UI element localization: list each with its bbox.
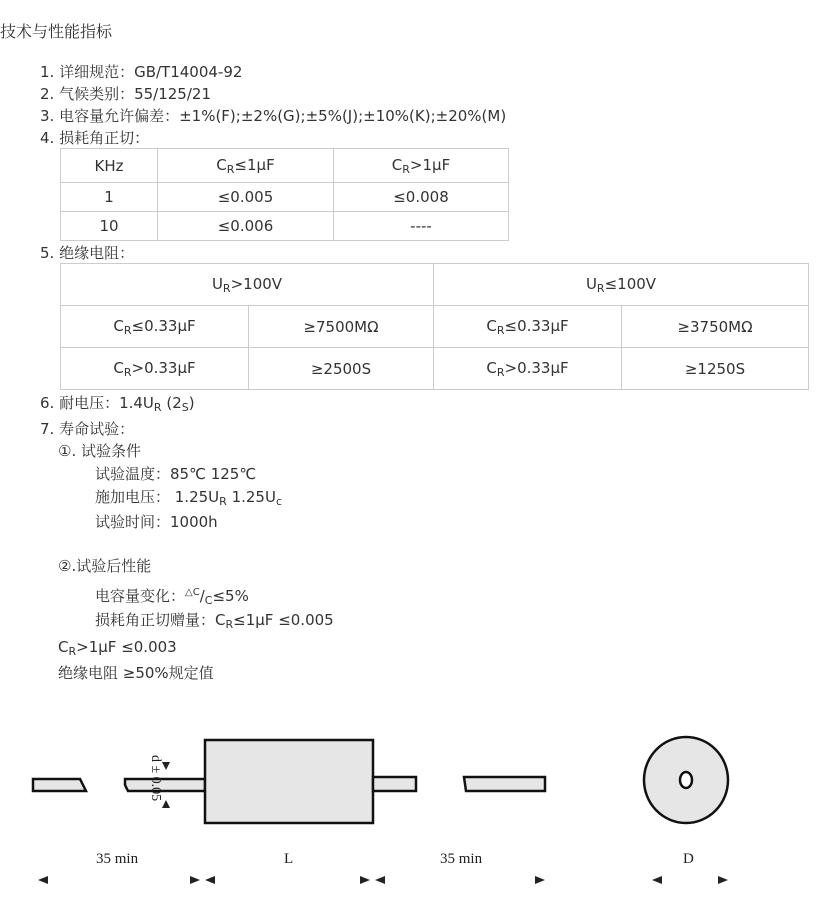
test-time: 试验时间：1000h (95, 513, 218, 531)
lead-right-stub (464, 777, 545, 791)
test-temp: 试验温度：85℃ 125℃ (95, 465, 257, 483)
header-khz: KHz (61, 149, 158, 183)
table-row (61, 212, 509, 241)
header-le1uf: $C_R\le 1\mu F$ (158, 149, 334, 183)
capacitor-body (205, 740, 373, 823)
item-6: 6. 耐电压：$1.4U_R$ $(2_S)$ (40, 394, 195, 414)
header-gt100v: $U_R>100V$ (61, 264, 434, 306)
item-5: 5. 绝缘电阻： (40, 244, 135, 262)
cell: ≥7500MΩ (249, 306, 434, 348)
cell: ≤0.006 (158, 212, 334, 241)
cell: ---- (334, 212, 509, 241)
arrow-icon (162, 800, 170, 808)
table-row (61, 306, 809, 348)
end-view-hole (680, 772, 692, 788)
cell: 10 (61, 212, 158, 241)
lead-length-left: 35 min (96, 851, 139, 867)
item-7: 7. 寿命试验： (40, 420, 135, 438)
lead-right (373, 777, 416, 791)
table-row (61, 183, 509, 212)
insulation-after: 绝缘电阻 ≥50%规定值 (58, 664, 214, 682)
tan-increase: 损耗角正切赠量：$C_R\le 1\mu F \le 0.005$ (95, 611, 334, 631)
item-2: 2. 气候类别：55/125/21 (40, 85, 211, 103)
cell: $C_R>0.33\mu F$ (434, 348, 622, 390)
cell: ≤0.005 (158, 183, 334, 212)
d-label: d ± 0.05 (148, 755, 163, 802)
lead-left (125, 779, 205, 791)
body-length: L (284, 851, 294, 867)
item-1: 1. 详细规范：GB/T14004-92 (40, 63, 243, 81)
dissipation-table (60, 148, 509, 241)
cap-change: 电容量变化：$^{\triangle C}/_C\le 5\%$ (95, 587, 249, 607)
lead-left-stub (33, 779, 86, 791)
cell: $C_R\le 0.33\mu F$ (434, 306, 622, 348)
item-3: 3. 电容量允许偏差：±1%(F);±2%(G);±5%(J);±10%(K);±20%(M) (40, 107, 507, 125)
cell: 1 (61, 183, 158, 212)
lead-length-right: 35 min (440, 851, 483, 867)
tan-gt1uf: $C_R>1\mu F \le 0.003$ (58, 638, 177, 658)
header-le100v: $U_R\le 100V$ (434, 264, 809, 306)
header-gt1uf: $C_R>1\mu F$ (334, 149, 509, 183)
cell: ≥3750MΩ (622, 306, 809, 348)
item-4: 4. 损耗角正切： (40, 129, 150, 147)
dimension-arrows (38, 876, 728, 884)
cell: $C_R>0.33\mu F$ (61, 348, 249, 390)
cell: $C_R\le 0.33\mu F$ (61, 306, 249, 348)
capacitor-dimension-figure (0, 690, 817, 907)
sub-2: ②.试验后性能 (58, 557, 152, 575)
insulation-table (60, 263, 809, 390)
cell: ≥1250S (622, 348, 809, 390)
table-row (61, 348, 809, 390)
page-title: 技术与性能指标 (0, 22, 113, 41)
cell: ≤0.008 (334, 183, 509, 212)
sub-1: ①. 试验条件 (58, 442, 141, 460)
cell: ≥2500S (249, 348, 434, 390)
test-voltage: 施加电压： $1.25U_R$ $1.25U_c$ (95, 488, 283, 508)
diameter: D (683, 851, 694, 867)
